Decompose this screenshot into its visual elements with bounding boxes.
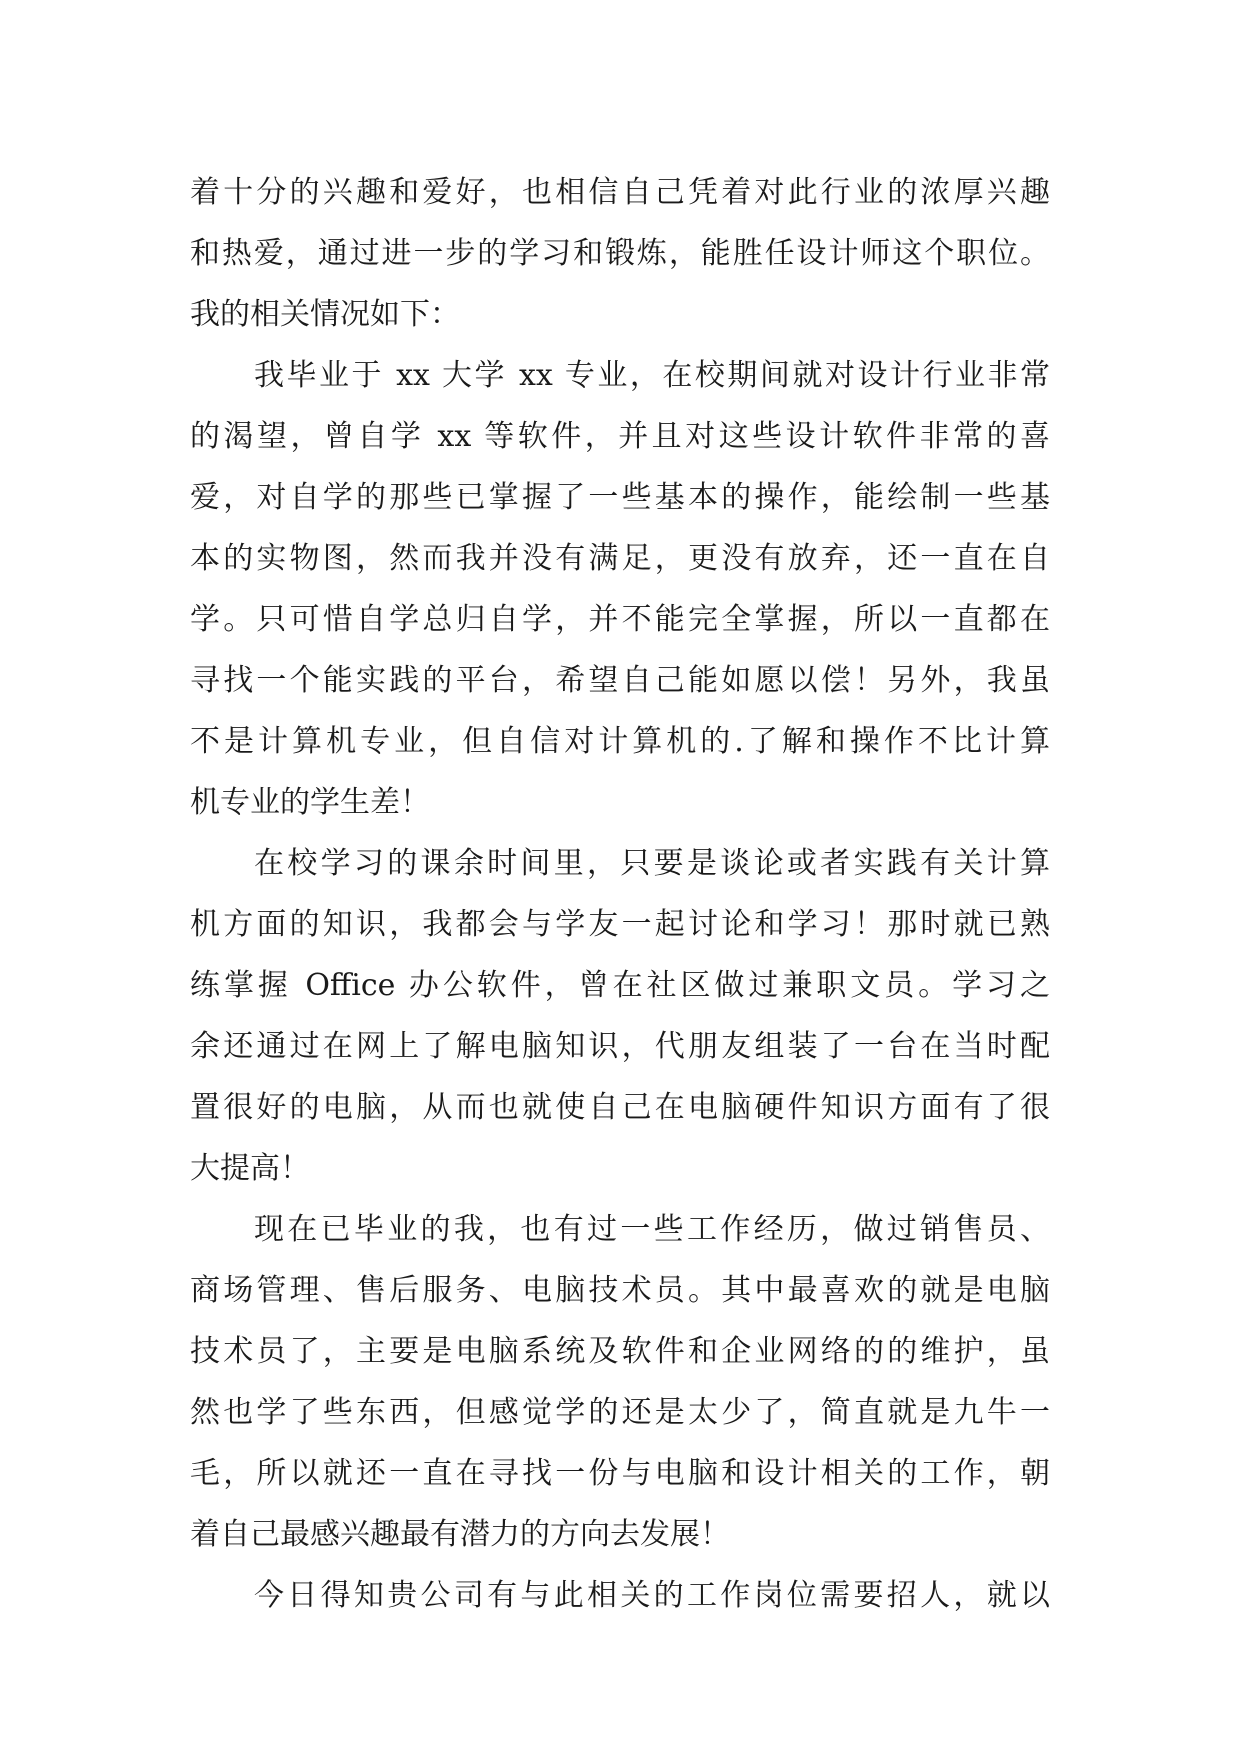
text-line: 练掌握 Office 办公软件，曾在社区做过兼职文员。学习之 [190, 968, 1050, 1003]
text-line: 爱，对自学的那些已掌握了一些基本的操作，能绘制一些基 [190, 480, 1050, 515]
text-line: 寻找一个能实践的平台，希望自己能如愿以偿！另外，我虽 [190, 663, 1050, 698]
paragraph-first-line: 今日得知贵公司有与此相关的工作岗位需要招人，就以 [254, 1578, 1050, 1613]
text-line: 本的实物图，然而我并没有满足，更没有放弃，还一直在自 [190, 541, 1050, 576]
text-line: 机专业的学生差！ [190, 785, 430, 820]
text-line: 机方面的知识，我都会与学友一起讨论和学习！那时就已熟 [190, 907, 1050, 942]
text-line: 和热爱，通过进一步的学习和锻炼，能胜任设计师这个职位。 [190, 236, 1050, 271]
text-line: 着十分的兴趣和爱好，也相信自己凭着对此行业的浓厚兴趣 [190, 175, 1050, 210]
paragraph-first-line: 现在已毕业的我，也有过一些工作经历，做过销售员、 [254, 1212, 1050, 1247]
text-line: 学。只可惜自学总归自学，并不能完全掌握，所以一直都在 [190, 602, 1050, 637]
text-line: 着自己最感兴趣最有潜力的方向去发展！ [190, 1517, 730, 1552]
text-line: 商场管理、售后服务、电脑技术员。其中最喜欢的就是电脑 [190, 1273, 1050, 1308]
text-line: 置很好的电脑，从而也就使自己在电脑硬件知识方面有了很 [190, 1090, 1050, 1125]
text-line: 我的相关情况如下： [190, 297, 460, 332]
paragraph-first-line: 在校学习的课余时间里，只要是谈论或者实践有关计算 [254, 846, 1050, 881]
text-line: 的渴望，曾自学 xx 等软件，并且对这些设计软件非常的喜 [190, 419, 1050, 454]
text-line: 余还通过在网上了解电脑知识，代朋友组装了一台在当时配 [190, 1029, 1050, 1064]
paragraph-first-line: 我毕业于 xx 大学 xx 专业，在校期间就对设计行业非常 [254, 358, 1050, 393]
text-line: 然也学了些东西，但感觉学的还是太少了，简直就是九牛一 [190, 1395, 1050, 1430]
document-body [190, 162, 1050, 1626]
text-line: 毛，所以就还一直在寻找一份与电脑和设计相关的工作，朝 [190, 1456, 1050, 1491]
text-line: 不是计算机专业，但自信对计算机的.了解和操作不比计算 [190, 724, 1050, 759]
text-line: 技术员了，主要是电脑系统及软件和企业网络的的维护，虽 [190, 1334, 1050, 1369]
text-line: 大提高！ [190, 1151, 310, 1186]
